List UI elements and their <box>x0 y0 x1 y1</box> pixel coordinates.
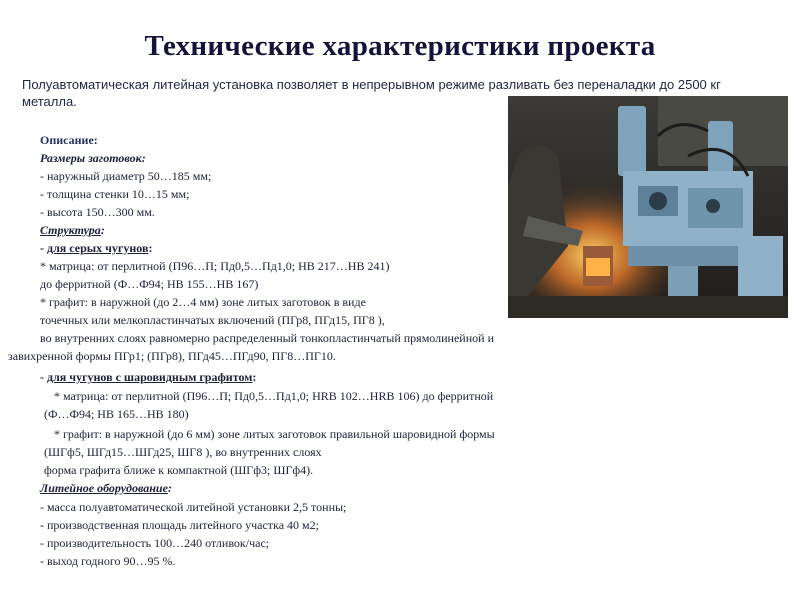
gray-line-3: * графит: в наружной (до 2…4 мм) зоне литых заготовок в виде <box>40 295 366 309</box>
gray-iron-heading <box>40 241 152 256</box>
equipment-heading <box>40 481 172 496</box>
equipment-line-2: - производственная площадь литейного участка 40 м2; <box>40 518 319 532</box>
ductile-line-5: форма графита ближе к компактной (ШГф3; ШГф4). <box>44 463 314 477</box>
equipment-line-4: - выход годного 90…95 %. <box>40 554 176 568</box>
ductile-line-2: (Ф…Ф94; НВ 165…НВ 180) <box>44 407 189 421</box>
equipment-line-1: - масса полуавтоматической литейной установки 2,5 тонны; <box>40 500 347 514</box>
gray-line-4: точечных или мелкопластинчатых включений (ПГр8, ПГд15, ПГ8 ), <box>40 313 385 327</box>
size-line-1: - наружный диаметр 50…185 мм; <box>40 169 212 183</box>
gray-line-2: до ферритной (Ф…Ф94; НВ 155…НВ 167) <box>40 277 259 291</box>
equipment-heading-colon: : <box>167 481 172 495</box>
ductile-line-1: * матрица: от перлитной (П96…П; Пд0,5…Пд1,0; HRB 102…HRB 106) до ферритной <box>54 389 494 403</box>
gray-iron-colon: : <box>148 241 153 255</box>
equipment-line-3: - производительность 100…240 отливок/час; <box>40 536 270 550</box>
gray-iron-heading-text: для серых чугунов <box>47 241 149 255</box>
ductile-line-3: * графит: в наружной (до 6 мм) зоне литых заготовок правильной шаровидной формы <box>54 427 495 441</box>
structure-heading <box>40 223 105 238</box>
gray-line-6: завихренной формы ПГр1; (ПГр8), ПГд45…ПГд90, ПГ8…ПГ10. <box>8 349 336 363</box>
description-heading: Описание: <box>40 133 98 147</box>
size-line-3: - высота 150…300 мм. <box>40 205 155 219</box>
structure-heading-colon: : <box>100 223 105 237</box>
gray-line-1: * матрица: от перлитной (П96…П; Пд0,5…Пд1,0; НВ 217…НВ 241) <box>40 259 390 273</box>
ductile-iron-heading <box>40 370 256 385</box>
casting-machine-photo <box>508 96 788 318</box>
gray-line-5: во внутренних слоях равномерно распределенный тонкопластинчатый прямолинейной и <box>40 331 494 345</box>
ductile-iron-colon: : <box>252 370 257 384</box>
slide-title: Технические характеристики проекта <box>144 30 656 62</box>
intro-text: Полуавтоматическая литейная установка позволяет в непрерывном режиме разливать без переналадки до 2500 кг металла. <box>22 77 721 109</box>
ductile-line-4: (ШГф5, ШГд15…ШГд25, ШГ8 ), во внутренних слоях <box>44 445 322 459</box>
sizes-heading: Размеры заготовок: <box>40 151 146 165</box>
structure-heading-text: Структура <box>40 223 101 237</box>
size-line-2: - толщина стенки 10…15 мм; <box>40 187 190 201</box>
gray-iron-prefix: - <box>40 241 47 255</box>
ductile-iron-prefix: - <box>40 370 47 384</box>
equipment-heading-text: Литейное оборудование <box>40 481 168 495</box>
ductile-iron-heading-text: для чугунов с шаровидным графитом <box>47 370 253 384</box>
